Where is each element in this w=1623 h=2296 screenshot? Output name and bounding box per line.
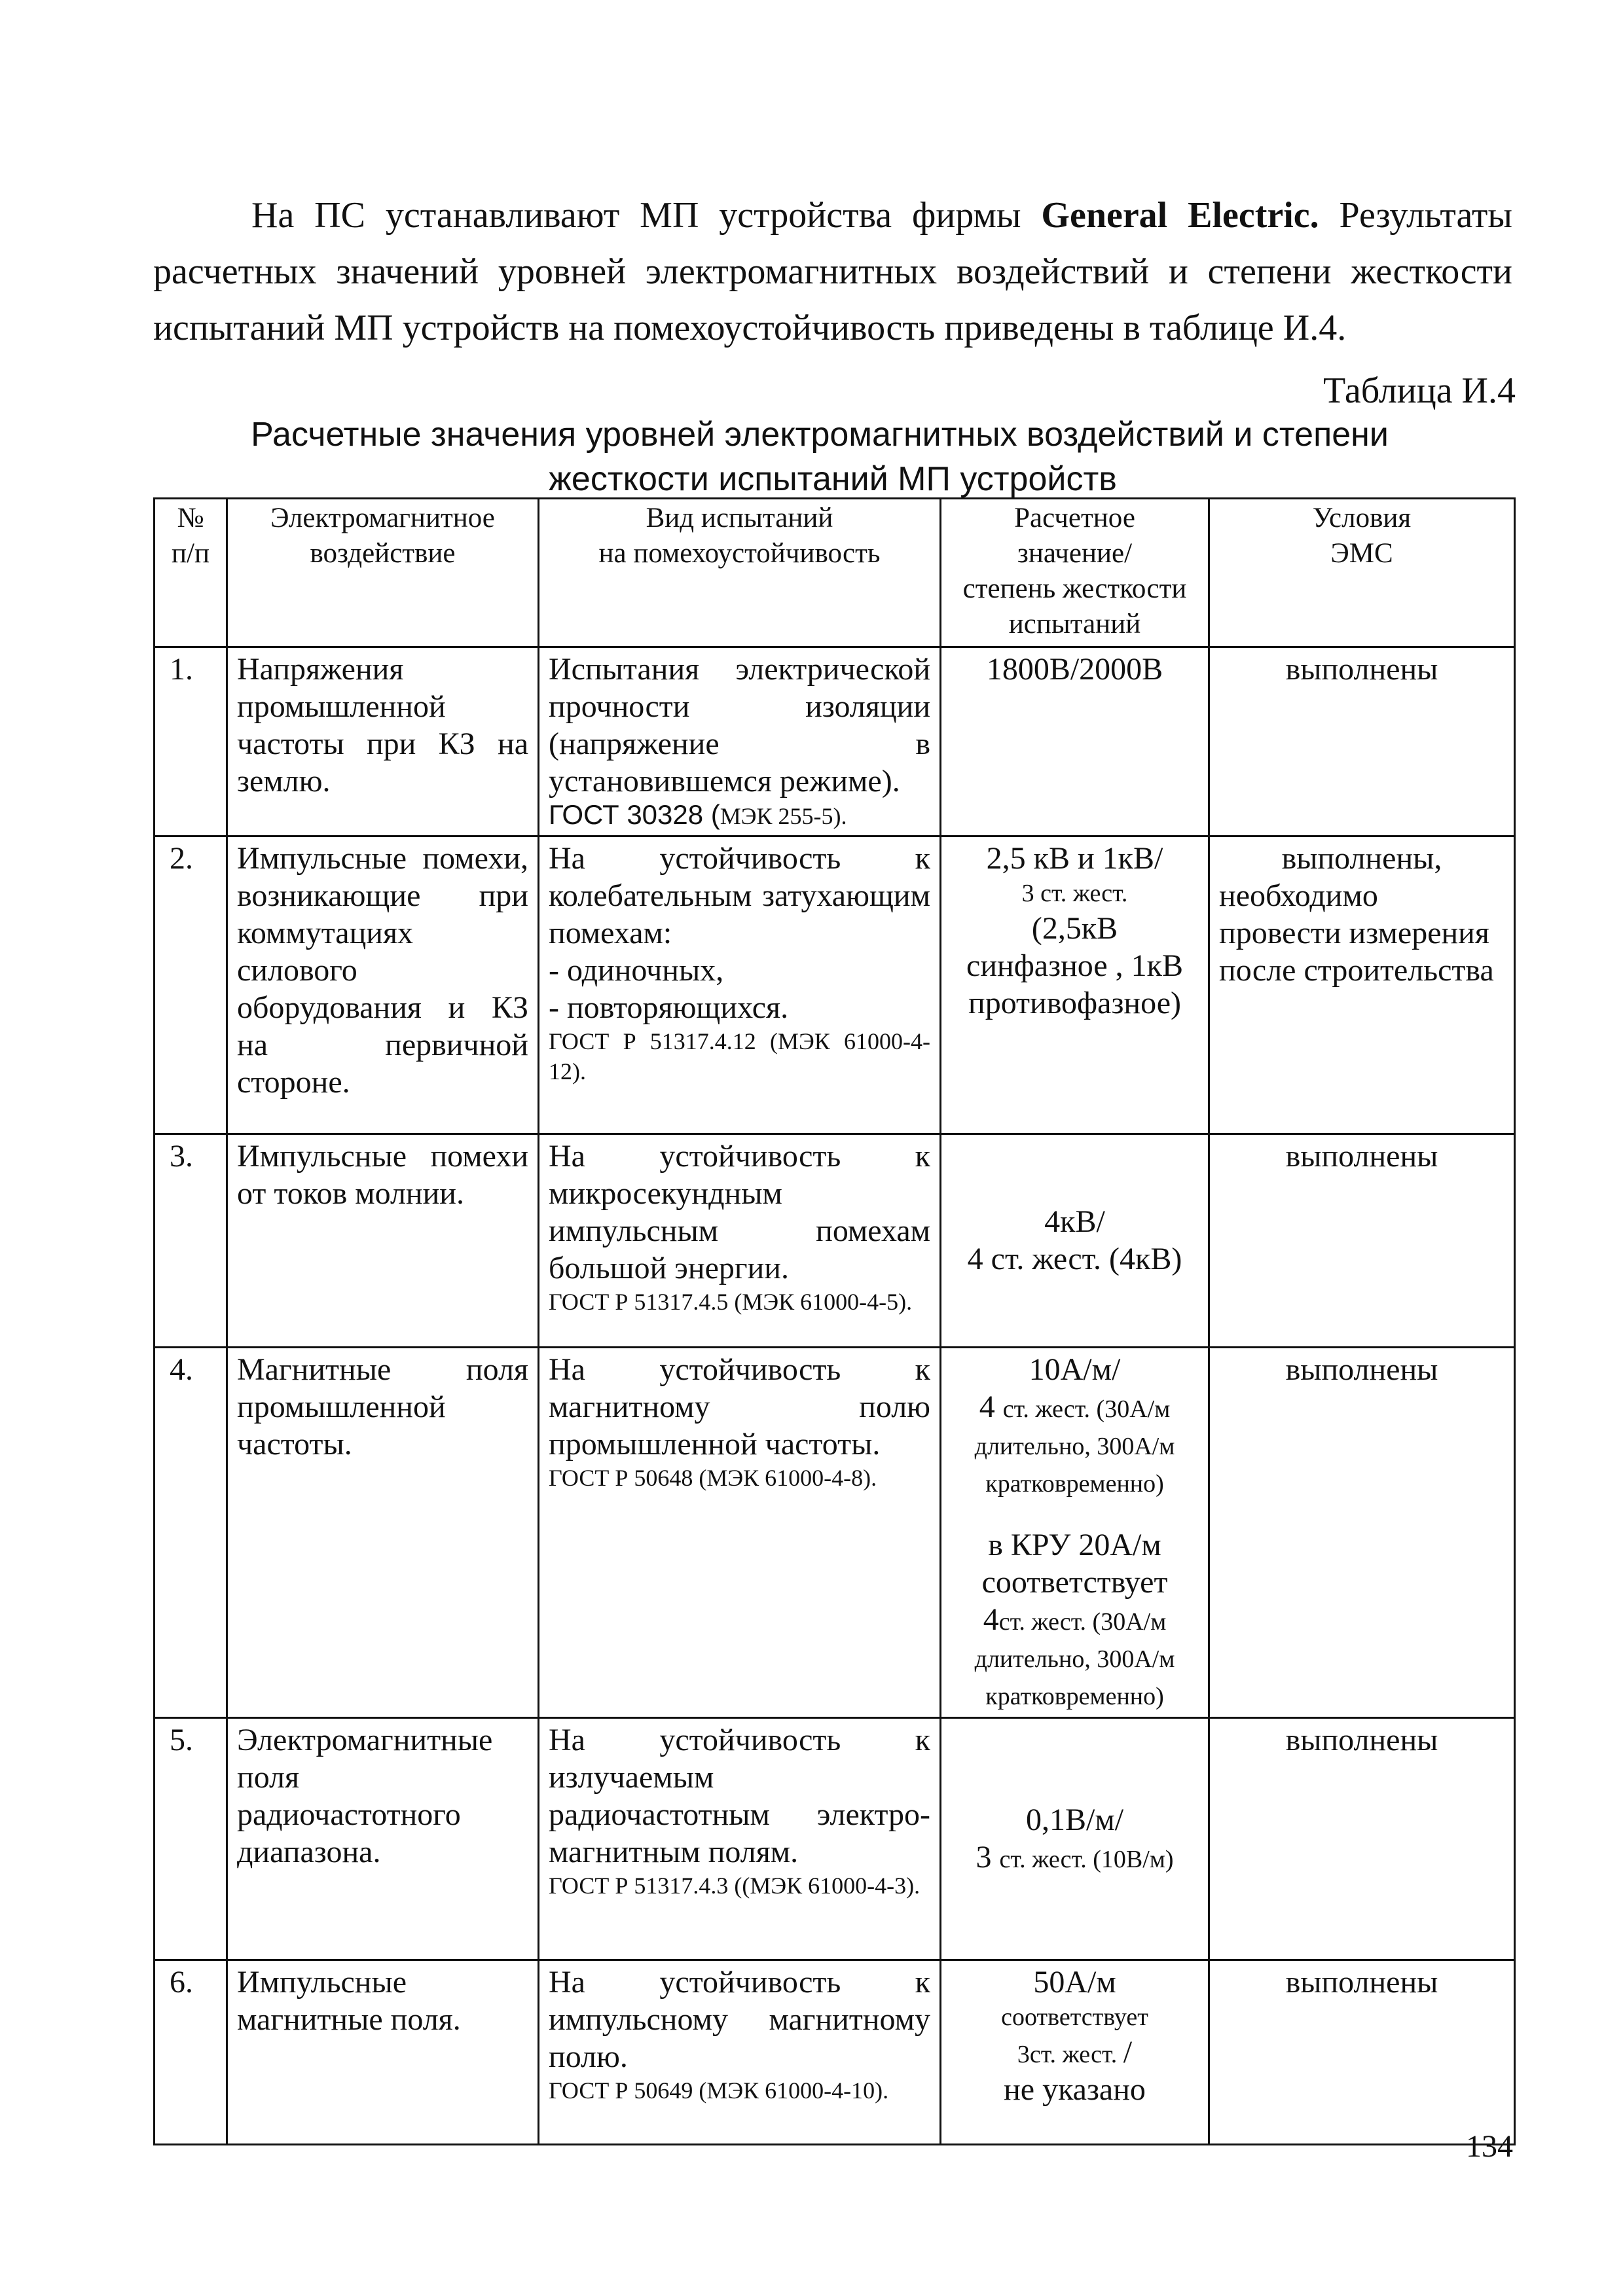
table-row xyxy=(155,1348,1515,1718)
page-number: 134 xyxy=(1466,2129,1513,2164)
row-ems-note: необходимо провести измерения после строительства xyxy=(1219,878,1494,988)
row-number: 4. xyxy=(155,1348,227,1718)
header-ems-line-1: Условия xyxy=(1312,503,1412,533)
header-test-line-2: на помехоустойчивость xyxy=(598,538,881,569)
table-row xyxy=(155,1718,1515,1960)
row-test-item: - одиночных, xyxy=(549,953,724,988)
row-value xyxy=(941,836,1209,1134)
row-value-gap xyxy=(951,1500,1199,1526)
header-test xyxy=(539,499,941,647)
table-row xyxy=(155,1960,1515,2145)
table-header-row xyxy=(155,499,1515,647)
row-value-line: 50А/м xyxy=(1033,1965,1116,2000)
row-value xyxy=(941,1134,1209,1348)
header-ems xyxy=(1209,499,1515,647)
header-num-label: № п/п xyxy=(172,503,210,569)
row-value-line: в КРУ 20А/м xyxy=(988,1528,1161,1562)
row-test xyxy=(539,1348,941,1718)
row-value: 1800В/2000В xyxy=(941,647,1209,836)
row-test xyxy=(539,1134,941,1348)
row-ems: выполнены xyxy=(1209,1348,1515,1718)
table-row xyxy=(155,647,1515,836)
row-test-description: На устойчивость к микросекундным импульсным помехам большой энергии. xyxy=(549,1139,930,1285)
header-test-line-1: Вид испытаний xyxy=(646,503,833,533)
row-value-line: 4 ст. жест. (4кВ) xyxy=(967,1241,1182,1276)
row-value-detail: ст. жест. (30А/м длительно, 300А/м кратковременно) xyxy=(974,1608,1175,1710)
row-value-line: 3 ст. жест. xyxy=(1021,880,1128,907)
row-ems-status: выполнены, xyxy=(1281,841,1442,876)
header-value-line-2: значение/ xyxy=(1017,538,1133,569)
row-test-gost: ГОСТ Р 50648 (МЭК 61000-4-8). xyxy=(549,1465,877,1491)
header-effect-line-2: воздействие xyxy=(310,538,456,569)
row-number: 1. xyxy=(155,647,227,836)
header-value-line-3: степень жесткости xyxy=(962,573,1187,604)
header-value xyxy=(941,499,1209,647)
header-num xyxy=(155,499,227,647)
row-test-description: На устойчивость к импульсному магнитному полю. xyxy=(549,1965,930,2074)
table-title xyxy=(153,412,1512,501)
intro-company-name: General Electric. xyxy=(1041,195,1319,236)
row-test-description: На устойчивость к магнитному полю промышленной частоты. xyxy=(549,1352,930,1462)
row-number: 6. xyxy=(155,1960,227,2145)
row-test xyxy=(539,836,941,1134)
row-effect: Магнитные поля промышленной частоты. xyxy=(227,1348,539,1718)
row-test-description: На устойчивость к излучаемым радиочастотным электро-магнитным полям. xyxy=(549,1723,930,1869)
intro-text-1: На ПС устанавливают МП устройства фирмы xyxy=(251,195,1042,236)
row-value-degree: 3 xyxy=(976,1839,1000,1874)
row-test-description: Испытания электрической прочности изоляции (напряжение в установившемся режиме). xyxy=(549,652,930,798)
header-effect xyxy=(227,499,539,647)
row-value-separator: / xyxy=(1123,2035,1133,2070)
row-value-line: 4кВ/ xyxy=(1044,1204,1105,1239)
row-value-degree: 4 xyxy=(983,1602,999,1637)
row-value-line: 0,1В/м/ xyxy=(1025,1802,1124,1837)
row-test-gost: ГОСТ Р 51317.4.5 (МЭК 61000-4-5). xyxy=(549,1289,913,1315)
row-value-line: противофазное) xyxy=(968,986,1181,1020)
row-value xyxy=(941,1960,1209,2145)
row-value-line: синфазное , 1кВ xyxy=(966,948,1183,983)
row-value xyxy=(941,1348,1209,1718)
row-value-line: не указано xyxy=(1004,2072,1146,2107)
table-title-line-1: Расчетные значения уровней электромагнитных воздействий и степени xyxy=(251,416,1389,454)
row-ems: выполнены xyxy=(1209,1718,1515,1960)
row-ems xyxy=(1209,836,1515,1134)
row-value-line xyxy=(951,1839,1199,1876)
row-effect: Напряжения промышленной частоты при КЗ на землю. xyxy=(227,647,539,836)
row-number: 5. xyxy=(155,1718,227,1960)
row-test xyxy=(539,1718,941,1960)
row-test-gost: ГОСТ Р 50649 (МЭК 61000-4-10). xyxy=(549,2077,889,2104)
header-value-line-4: испытаний xyxy=(1008,609,1141,639)
table-row xyxy=(155,836,1515,1134)
emc-table xyxy=(153,497,1516,2145)
row-value-line: соответствует xyxy=(981,1565,1168,1600)
row-value-detail: ст. жест. (10В/м) xyxy=(999,1845,1174,1873)
header-value-line-1: Расчетное xyxy=(1014,503,1135,533)
row-effect: Импульсные магнитные поля. xyxy=(227,1960,539,2145)
row-value-degree: 3ст. жест. xyxy=(1017,2041,1123,2068)
intro-text-2: Результаты расчетных значений уровней электромагнитных воздействий и степени жесткости испытаний МП устройств на помехоустойчивость приведены в таблице И.4. xyxy=(153,195,1512,348)
header-effect-line-1: Электромагнитное xyxy=(270,503,495,533)
row-value-line: (2,5кВ xyxy=(1031,911,1118,946)
header-ems-line-2: ЭМС xyxy=(1330,538,1393,569)
row-value-line: 2,5 кВ и 1кВ/ xyxy=(986,841,1163,876)
row-effect: Импульсные помехи от токов молнии. xyxy=(227,1134,539,1348)
row-test-description: На устойчивость к колебательным затухающим помехам: xyxy=(549,841,930,950)
row-test-gost: ГОСТ Р 51317.4.3 ((МЭК 61000-4-3). xyxy=(549,1873,921,1899)
row-test xyxy=(539,647,941,836)
table-label: Таблица И.4 xyxy=(1323,370,1516,411)
row-value xyxy=(941,1718,1209,1960)
row-test-gost: ГОСТ Р 51317.4.12 (МЭК 61000-4-12). xyxy=(549,1028,930,1085)
row-ems: выполнены xyxy=(1209,1960,1515,2145)
row-ems: выполнены xyxy=(1209,647,1515,836)
intro-paragraph xyxy=(153,187,1512,356)
row-value-line: соответствует xyxy=(1001,2003,1148,2031)
row-test-gost-iec: МЭК 255-5). xyxy=(720,803,847,829)
row-ems: выполнены xyxy=(1209,1134,1515,1348)
row-value-line xyxy=(951,1601,1199,1713)
table-row xyxy=(155,1134,1515,1348)
row-value-line xyxy=(951,1388,1199,1500)
row-value-detail: ст. жест. (30А/м длительно, 300А/м кратковременно) xyxy=(974,1395,1175,1498)
row-value-degree: 4 xyxy=(979,1390,1003,1424)
row-effect: Импульсные помехи, возникающие при коммутациях силового оборудования и КЗ на первичной стороне. xyxy=(227,836,539,1134)
row-effect: Электромагнитные поля радиочастотного диапазона. xyxy=(227,1718,539,1960)
table-title-line-2: жесткости испытаний МП устройств xyxy=(549,460,1117,498)
row-value-line xyxy=(951,2034,1199,2071)
row-value-line: 10А/м/ xyxy=(1029,1352,1121,1387)
row-number: 2. xyxy=(155,836,227,1134)
row-test xyxy=(539,1960,941,2145)
row-test-gost xyxy=(549,800,930,831)
row-test-gost-number: ГОСТ 30328 ( xyxy=(549,799,720,830)
row-test-item: - повторяющихся. xyxy=(549,990,789,1025)
row-number: 3. xyxy=(155,1134,227,1348)
